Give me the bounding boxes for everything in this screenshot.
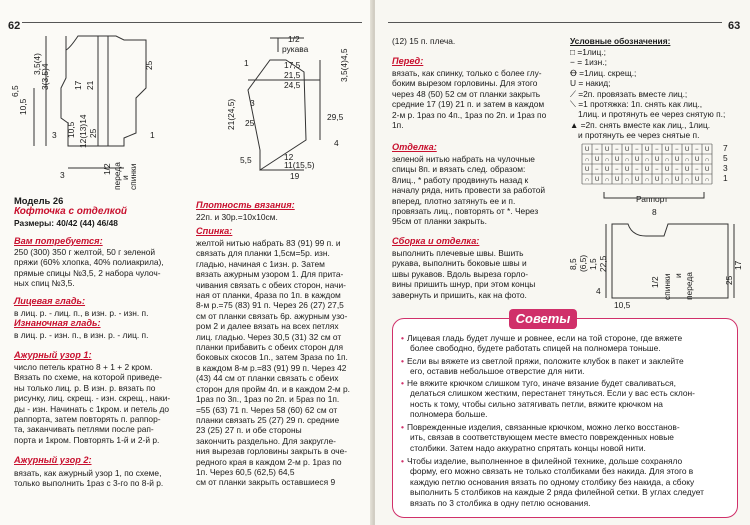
schema-label: спинки: [662, 273, 672, 300]
header-rule: [388, 22, 722, 23]
edging-text: [392, 154, 545, 227]
schema-label: 17: [73, 80, 83, 90]
crossed-knit-icon: Ꝋ: [570, 67, 580, 78]
schema-label: 25: [88, 128, 98, 138]
text-line: вперед, плотно затянуть ее и п.: [392, 195, 516, 206]
bullet-icon: •: [401, 422, 404, 432]
chart-stitch-symbol: U: [625, 147, 630, 153]
text-line: см от планки связать 6р. ажурным узо-: [196, 310, 348, 321]
model-sizes: Размеры: 40/42 (44) 46/48: [14, 218, 118, 228]
materials-text: [14, 247, 164, 289]
schema-label: 1,5: [588, 258, 598, 270]
header-rule: [22, 22, 362, 23]
schema-label: 21,5: [284, 70, 301, 80]
text-line: каждую петлю основания вязать по одному столбику без накида, а сбоку: [410, 476, 695, 487]
chart-stitch-symbol: −: [615, 147, 619, 153]
chart-stitch-symbol: ∩: [705, 177, 710, 183]
advice-item: [401, 333, 731, 354]
schema-label: 17: [733, 260, 743, 270]
text-line: • Если вы вяжете из светлой пряжи, положите клубок в пакет и заклейте: [401, 356, 684, 366]
text-line: ны только лиц. р. В изн. р. вязать по: [14, 382, 156, 393]
text-line: вязать по 3 столбика в одну петлю основания.: [410, 497, 591, 508]
chart-stitch-symbol: U: [685, 147, 690, 153]
text-line: планки связать 25 (27) 29 п. средние: [196, 414, 340, 425]
chart-bracket: [600, 190, 710, 210]
advice-item: [401, 456, 731, 508]
stockinette-heading: Лицевая гладь:: [14, 296, 86, 306]
schema-label: 10,5: [18, 98, 28, 115]
text-line: 1п. Через 60,5 (62,5) 64,5: [196, 466, 295, 477]
chart-stitch-symbol: −: [695, 147, 699, 153]
text-line: через 48 (50) 52 см от планки закрыть: [392, 88, 541, 99]
chart-stitch-symbol: U: [675, 157, 680, 163]
text-line: 8лиц., * работу продвинуть назад к: [392, 174, 529, 185]
schema-label: 3(3,5)4: [40, 63, 50, 90]
assembly-text: [392, 248, 535, 300]
materials-heading: Вам потребуется:: [14, 236, 103, 246]
schema-label: 24,5: [284, 80, 301, 90]
lace1-text: [14, 362, 170, 445]
schema-label: переда: [112, 162, 122, 190]
chart-stitch-symbol: ∩: [605, 177, 610, 183]
schema-label: 1/2: [288, 34, 300, 44]
text-line: 8-м р.=75 (83) 91 п. Через 26 (27) 27,5: [196, 300, 344, 311]
legend-list: [570, 47, 740, 141]
text-line: Вязать по схеме, на которой приведе-: [14, 372, 162, 383]
text-line: боковых скосов 1п., затем 3раза по 1п.: [196, 352, 348, 363]
chart-stitch-symbol: U: [665, 167, 670, 173]
chart-stitch-symbol: ∩: [665, 157, 670, 163]
schema-label: 3: [52, 130, 57, 140]
text-line: выполнить 5 столбиков на каждые 2 ряда филейной сетки. В углах следует: [410, 487, 704, 498]
chart-stitch-symbol: U: [615, 177, 620, 183]
chart-stitch-symbol: U: [595, 157, 600, 163]
chart-repeat-count: 8: [652, 207, 657, 217]
chart-stitch-symbol: ∩: [625, 177, 630, 183]
schema-label: 12(13)14: [78, 114, 88, 148]
chart-stitch-symbol: U: [695, 177, 700, 183]
text-line: столбики. Затем надо аккуратно спрятать концы новой нити.: [410, 442, 646, 453]
schema-label: 19: [290, 171, 300, 181]
schema-label: 1: [244, 58, 249, 68]
chart-stitch-symbol: −: [595, 167, 599, 173]
text-line: более свободно, будете работать спицей на полномера тоньше.: [410, 343, 661, 354]
chart-stitch-symbol: ∩: [685, 157, 690, 163]
front-text: [392, 68, 546, 130]
text-line: раппорта, затем повторять п. раппор-: [14, 414, 161, 425]
schema-label: спинки: [128, 163, 138, 190]
schema-label: 1: [150, 130, 155, 140]
text-line: ная от планки, 4раза по 1п. в каждом: [196, 290, 341, 301]
legend-text: = 1изн.;: [577, 57, 607, 68]
text-line: завернуть и пришить, как на фото.: [392, 289, 527, 300]
text-line: ность к тому, чтобы сильно затягивать петли, вяжите крючком на: [410, 398, 663, 409]
text-line: его, оставив небольшое отверстие для нити.: [410, 366, 585, 377]
advice-item: [401, 356, 731, 377]
left-page: [0, 0, 373, 525]
legend-text: =1 протяжка: 1п. снять как лиц.,: [578, 99, 703, 110]
legend-item: 1лиц. и протянуть ее через снятую п.;: [578, 109, 726, 120]
legend-item: и протянуть ее через снятые п.: [578, 130, 700, 141]
bullet-icon: •: [401, 333, 404, 343]
schema-label: 12: [284, 152, 294, 162]
text-line: в каждом 8-м р.=83 (91) 99 п. Через 42: [196, 362, 347, 373]
text-line: гладью, начиная с 1изн. р. Затем: [196, 258, 325, 269]
text-line: (43) 44 см от планки связать с обеих: [196, 373, 339, 384]
chart-stitch-symbol: ∩: [685, 177, 690, 183]
schema-label: 17,5: [284, 60, 301, 70]
chart-stitch-symbol: ∩: [645, 177, 650, 183]
chart-stitch-symbol: U: [645, 147, 650, 153]
text-line: связать для планки 1,5см=5р. изн.: [196, 248, 330, 259]
text-line: 2-м р. 1раз по 4п., 1раз по 2п. и 1раз по: [392, 109, 547, 120]
text-line: • Поврежденные изделия, связанные крючком, можно легко восстанов-: [401, 422, 680, 432]
legend-item: [570, 47, 740, 57]
legend-text: = накид;: [578, 78, 611, 89]
bullet-icon: •: [401, 356, 404, 366]
legend-item: [570, 99, 740, 109]
chart-stitch-symbol: U: [705, 147, 710, 153]
legend-text: =1лиц.;: [577, 47, 606, 57]
page-number: 63: [728, 20, 741, 32]
chart-stitch-symbol: U: [585, 167, 590, 173]
text-line: та, заканчивать петлями после рап-: [14, 424, 154, 435]
chart-stitch-symbol: U: [665, 147, 670, 153]
text-line: началу ряда, нить провести за работой: [392, 185, 546, 196]
text-line: вязать, как ажурный узор 1, по схеме,: [14, 468, 162, 478]
text-line: провязать лиц., повторять от *. Через: [392, 206, 539, 217]
schema-label: 21: [85, 80, 95, 90]
text-line: вязать ажурным узором 1. Для прита-: [196, 269, 344, 280]
legend-text: =2п. снять вместе как лиц., 1лиц.: [580, 119, 711, 130]
gauge-text: 22п. и 30р.=10х10см.: [196, 212, 278, 222]
chart-stitch-symbol: ∩: [665, 177, 670, 183]
chart-stitch-symbol: −: [655, 167, 659, 173]
purl-symbol-icon: −: [570, 57, 578, 68]
chart-stitch-symbol: ∩: [585, 177, 590, 183]
text-line: лиц. гладью. Через 30,5 (31) 32 см от: [196, 331, 342, 342]
sk2p-icon: ▲: [570, 119, 581, 130]
text-line: спицы 8п. и вязать след. образом:: [392, 164, 526, 175]
legend-item: [570, 78, 740, 88]
chart-stitch-symbol: ∩: [605, 157, 610, 163]
text-line: рисунку, лиц. скрещ. - изн. скрещ., нaки-: [14, 393, 171, 404]
text-line: только выполнить 1раз с 3-го по 8-й р.: [14, 478, 164, 489]
schema-label: 8,5: [568, 258, 578, 270]
lace2-text: [14, 468, 163, 489]
schema-label: 25: [724, 275, 734, 285]
chart-stitch-symbol: −: [595, 147, 599, 153]
advice-title: Советы: [509, 309, 577, 329]
schema-label: 4: [596, 286, 601, 296]
chart-stitch-symbol: −: [615, 167, 619, 173]
text-line: средние 17 (19) 21 п. и затем в каждом: [392, 99, 545, 110]
chart-stitch-symbol: U: [625, 167, 630, 173]
text-line: планки прибавить с обеих сторон для: [196, 342, 344, 353]
chart-stitch-symbol: ∩: [625, 157, 630, 163]
schema-label: 3: [60, 170, 65, 180]
schema-label: 25: [144, 60, 154, 70]
bullet-icon: •: [401, 378, 404, 388]
text-line: ды - изн. Начинать с 1кром. и петель до: [14, 403, 170, 414]
chart-stitch-symbol: U: [695, 157, 700, 163]
chart-stitch-symbol: U: [585, 147, 590, 153]
text-line: • Не вяжите крючком слишком туго, иначе вязание будет сваливаться,: [401, 378, 677, 388]
text-line: • Лицевая гладь будет лучше и ровнее, если на той стороне, где вяжете: [401, 333, 683, 343]
chart-stitch-symbol: U: [595, 177, 600, 183]
text-line: вязать, как спинку, только с более глу-: [392, 68, 542, 78]
text-line: см от планки закрыть оставшиеся 9: [196, 477, 336, 488]
schema-label: 21(24,5): [226, 98, 236, 130]
schema-label: переда: [684, 272, 694, 300]
text-line: 23 (25) 27 п. и обе стороны: [196, 425, 302, 436]
legend-item: [570, 57, 740, 67]
schema-label: 4: [334, 138, 339, 148]
schema-label: и: [673, 273, 683, 278]
chart-repeat-label: Раппорт: [636, 194, 669, 204]
chart-row-number: 1: [723, 173, 728, 183]
text-line: 1раз по 3п., 1раз по 2п. и 5раз по 1п.: [196, 394, 340, 405]
schema-label: 1/2: [650, 276, 660, 288]
continuation-text: (12) 15 п. плеча.: [392, 36, 456, 46]
text-line: полномера больше.: [410, 409, 488, 420]
text-line: ния вырезав горловины закрыть в оче-: [196, 446, 348, 457]
front-heading: Перед:: [392, 56, 424, 66]
chart-row-number: 3: [723, 163, 728, 173]
legend-text: =2п. провязать вместе лиц.;: [578, 88, 688, 99]
assembly-heading: Сборка и отделка:: [392, 236, 480, 246]
page-number: 62: [8, 20, 21, 32]
text-line: порта и 1кром. Повторять 1-й и 2-й р.: [14, 434, 160, 445]
text-line: 95см от планки закрыть.: [392, 216, 487, 227]
schema-label: и: [120, 175, 130, 180]
bullet-icon: •: [401, 456, 404, 466]
chart-stitch-symbol: U: [705, 167, 710, 173]
text-line: =55 (63) 71 п. Через 58 (60) 62 см от: [196, 404, 338, 415]
chart-stitch-symbol: ∩: [705, 157, 710, 163]
schema-label: 5,5: [240, 155, 252, 165]
chart-row-number: 7: [723, 143, 728, 153]
chart-stitch-symbol: U: [605, 147, 610, 153]
text-line: ных спиц №3,5.: [14, 278, 75, 289]
text-line: швы рукавов. Вдоль выреза горло-: [392, 268, 529, 279]
text-line: редного края в каждом 2-м р. 1раз по: [196, 456, 342, 467]
text-line: делаться слишком жестким, перестанет тянуться. Если у вас есть склон-: [410, 388, 695, 399]
model-number: Модель 26: [14, 195, 64, 206]
back-text: [196, 238, 350, 488]
yarn-over-icon: U: [570, 78, 579, 89]
schema-label: 3,5(4): [32, 53, 42, 75]
edging-heading: Отделка:: [392, 142, 437, 152]
text-line: выполнить плечевые швы. Вшить: [392, 248, 524, 258]
advice-item: [401, 422, 731, 453]
chart-stitch-symbol: U: [675, 177, 680, 183]
lace1-heading: Ажурный узор 1:: [14, 350, 92, 360]
text-line: вины пришить шнур, при этом концы: [392, 279, 536, 290]
schema-label: 11(15,5): [284, 160, 315, 170]
advice-item: [401, 378, 731, 420]
reverse-text: в лиц. р. - изн. п., в изн. р. - лиц. п.: [14, 330, 149, 340]
schema-label: 10,5: [66, 121, 76, 138]
ssk-icon: ⟍: [570, 99, 579, 110]
text-line: • Чтобы изделие, выполненное в филейной технике, дольше сохраняло: [401, 456, 683, 466]
gauge-heading: Плотность вязания:: [196, 200, 295, 210]
text-line: закончить раздельно. Для закругле-: [196, 435, 336, 446]
knit-symbol-icon: □: [570, 47, 578, 57]
chart-stitch-symbol: U: [655, 177, 660, 183]
text-line: желтой нитью набрать 83 (91) 99 п. и: [196, 238, 341, 248]
text-line: 1п.: [392, 120, 404, 131]
legend-item: [570, 68, 740, 78]
schema-label: 1/2: [102, 163, 112, 175]
text-line: ром 2 и далее вязать на всех петлях: [196, 321, 339, 332]
text-line: пряжи (60% хлопка, 40% полиакрила),: [14, 257, 164, 268]
schema-label: 10,5: [614, 300, 631, 310]
reverse-heading: Изнаночная гладь:: [14, 318, 101, 328]
chart-stitch-symbol: −: [695, 167, 699, 173]
chart-stitch-symbol: U: [645, 167, 650, 173]
legend-item: [570, 120, 740, 130]
chart-stitch-symbol: U: [635, 157, 640, 163]
text-line: чивания связать с обеих сторон, начи-: [196, 279, 346, 290]
text-line: зеленой нитью набрать на чулочные: [392, 154, 535, 164]
stockinette-text: в лиц. р. - лиц. п., в изн. р. - изн. п.: [14, 308, 149, 318]
legend-heading: Условные обозначения:: [570, 36, 671, 46]
chart-stitch-symbol: U: [605, 167, 610, 173]
schema-label: рукава: [282, 44, 309, 54]
chart-stitch-symbol: −: [635, 147, 639, 153]
schema-label: 3: [250, 98, 255, 108]
schema-label: 6,5: [10, 85, 20, 97]
k2tog-icon: ⟋: [570, 88, 579, 99]
chart-stitch-symbol: −: [675, 167, 679, 173]
schema-label: (6,5): [578, 254, 588, 272]
chart-stitch-symbol: U: [615, 157, 620, 163]
text-line: ить, связав в соответствующем месте вместо поврежденных новые: [410, 432, 674, 443]
schema-label: 25: [245, 118, 255, 128]
text-line: 250 (300) 350 г желтой, 50 г зеленой: [14, 247, 156, 257]
lace2-heading: Ажурный узор 2:: [14, 455, 92, 465]
schema-label: 22,5: [598, 255, 608, 272]
text-line: прямые спицы №3,5, 2 набора чулоч-: [14, 267, 161, 278]
text-line: форму, его можно связать не только столбиками без накида. Для этого в: [410, 466, 694, 477]
chart-stitch-symbol: −: [655, 147, 659, 153]
text-line: сторон для пройм 4п. и в каждом 2-м р.: [196, 383, 350, 394]
chart-stitch-symbol: U: [685, 167, 690, 173]
text-line: число петель кратно 8 + 1 + 2 кром.: [14, 362, 153, 372]
chart-stitch-symbol: −: [635, 167, 639, 173]
lace-chart: [578, 140, 718, 192]
back-heading: Спинка:: [196, 226, 233, 236]
chart-row-number: 5: [723, 153, 728, 163]
schema-label: 29,5: [327, 112, 344, 122]
legend-text: =1лиц. скрещ.;: [579, 67, 637, 78]
text-line: рукава, выполнить боковые швы и: [392, 258, 527, 269]
chart-stitch-symbol: −: [675, 147, 679, 153]
text-line: боким вырезом горловины. Для этого: [392, 78, 538, 89]
chart-stitch-symbol: U: [635, 177, 640, 183]
chart-stitch-symbol: ∩: [645, 157, 650, 163]
chart-stitch-symbol: ∩: [585, 157, 590, 163]
chart-stitch-symbol: U: [655, 157, 660, 163]
schema-label: 3,5(4)4,5: [339, 48, 349, 82]
model-name: Кофточка с отделкой: [14, 206, 128, 217]
legend-item: [570, 89, 740, 99]
